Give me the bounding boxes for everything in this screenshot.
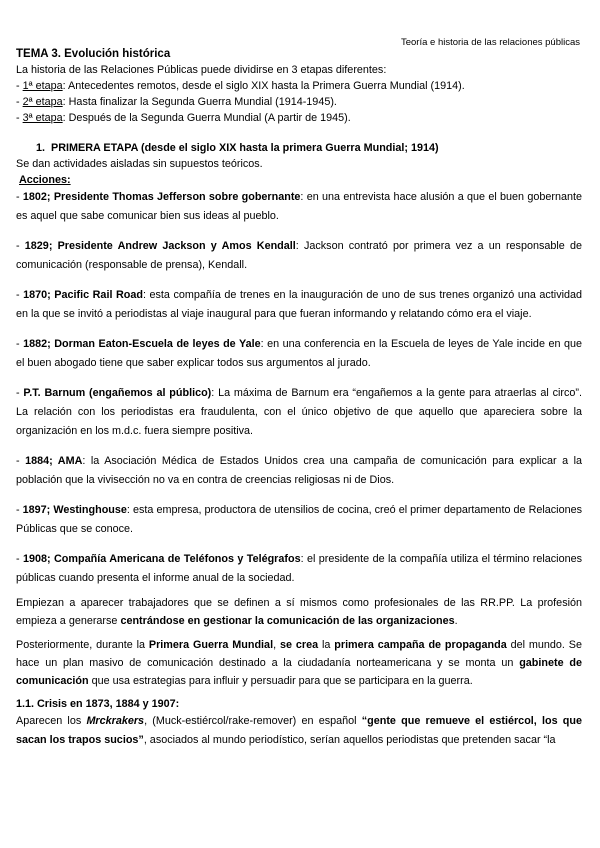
action-item: - 1802; Presidente Thomas Jefferson sobre gobernante: en una entrevista hace alusión a que el buen gobernante es aquel que sabe comunicar bien sus ideas al pueblo. (16, 191, 582, 222)
action-item: - 1884; AMA: la Asociación Médica de Estados Unidos crea una campaña de comunicación para explicar a la población que la vivisección no va en contra de creencias religiosas ni de Dios. (16, 455, 582, 486)
stage-item-3: - 3ª etapa: Después de la Segunda Guerra Mundial (A partir de 1945). (16, 112, 351, 124)
page-header: Teoría e historia de las relaciones públicas (400, 37, 580, 48)
stage-name: 2ª etapa (22, 96, 63, 108)
section-title: PRIMERA ETAPA (desde el siglo XIX hasta la primera Guerra Mundial; 1914) (51, 142, 439, 154)
section-note: Se dan actividades aisladas sin supuestos teóricos. (16, 158, 263, 170)
action-item: - 1870; Pacific Rail Road: esta compañía de trenes en la inauguración de uno de sus trenes organizó una actividad en la que se invitó a periodistas al viaje inaugural para que fueran informando y relatando cómo era el viaje. (16, 289, 583, 320)
intro-text: La historia de las Relaciones Públicas puede dividirse en 3 etapas diferentes: (16, 64, 387, 76)
subsection-heading: 1.1. Crisis en 1873, 1884 y 1907: (16, 698, 180, 710)
action-item: - P.T. Barnum (engañemos al público): La máxima de Barnum era “engañemos a la gente para atraerlas al circo”. La relación con los periodistas era fraudulenta, con el único objetivo de que aquello que apareciera sobre la organización en los m.d.c. fuera siempre positiva. (16, 387, 582, 437)
action-item: - 1882; Dorman Eaton-Escuela de leyes de Yale: en una conferencia en la Escuela de leyes de Yale incide en que el buen abogado tiene que saber explicar todos sus argumentos al jurado. (16, 338, 582, 369)
action-item: - 1829; Presidente Andrew Jackson y Amos Kendall: Jackson contrató por primera vez a un responsable de comunicación (responsable de prensa), Kendall. (16, 240, 582, 271)
section-number: 1. (36, 142, 46, 154)
stage-item-2: - 2ª etapa: Hasta finalizar la Segunda Guerra Mundial (1914-1945). (16, 96, 337, 108)
action-item: - 1908; Compañía Americana de Teléfonos y Telégrafos: el presidente de la compañía utiliza el término relaciones públicas cuando presenta el informe anual de la sociedad. (16, 553, 582, 584)
stage-item-1: - 1ª etapa: Antecedentes remotos, desde el siglo XIX hasta la Primera Guerra Mundial (1914). (16, 80, 465, 92)
action-item: - 1897; Westinghouse: esta empresa, productora de utensilios de cocina, creó el primer departamento de Relaciones Públicas que se conoce. (16, 504, 582, 535)
paragraph-workers: Empiezan a aparecer trabajadores que se definen a sí mismos como profesionales de las RR.PP. La profesión empieza a generarse centrándose en gestionar la comunicación de las organizaciones. (16, 597, 582, 627)
section-heading (36, 140, 582, 156)
actions-label: Acciones: (19, 174, 71, 186)
stage-name: 3ª etapa (22, 112, 63, 124)
paragraph-muckrakers: Aparecen los Mrckrakers, (Muck-estiércol/rake-remover) en español “gente que remueve el estiércol, los que sacan los trapos sucios”, asociados al mundo periodístico, serían aquellos periodistas que pretenden sacar “la (16, 715, 582, 746)
document-body (16, 46, 582, 750)
paragraph-war: Posteriormente, durante la Primera Guerra Mundial, se crea la primera campaña de propaganda del mundo. Se hace un plan masivo de comunicación destinado a la ciudadanía norteamericana y se monta un gabinete de comunicación que usa estrategias para influir y persuadir para que se participara en la guerra. (16, 639, 583, 687)
page-title: TEMA 3. Evolución histórica (16, 48, 171, 60)
stage-name: 1ª etapa (22, 80, 63, 92)
